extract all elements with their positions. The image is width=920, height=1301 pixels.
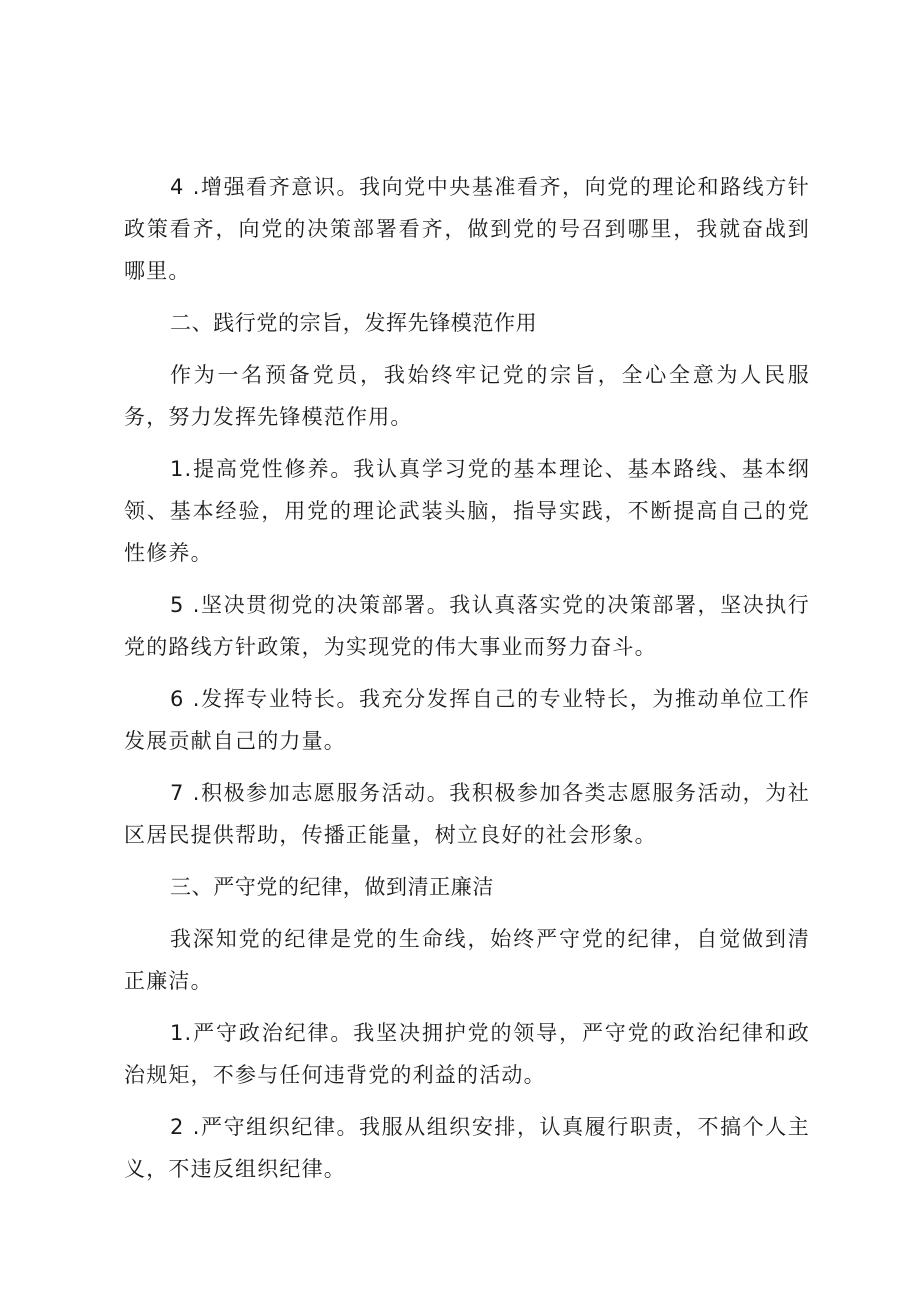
- item-paragraph: 4 .增强看齐意识。我向党中央基准看齐，向党的理论和路线方针政策看齐，向党的决策部署看齐，做到党的号召到哪里，我就奋战到哪里。: [124, 175, 810, 283]
- document-body: [124, 166, 810, 1200]
- item-paragraph: 5 .坚决贯彻党的决策部署。我认真落实党的决策部署，坚决执行党的路线方针政策，为实现党的伟大事业而努力奋斗。: [124, 593, 810, 659]
- body-paragraph: 我深知党的纪律是党的生命线，始终严守党的纪律，自觉做到清正廉洁。: [124, 927, 810, 993]
- item-paragraph: 1.提高党性修养。我认真学习党的基本理论、基本路线、基本纲领、基本经验，用党的理论武装头脑，指导实践，不断提高自己的党性修养。: [124, 457, 810, 565]
- item-paragraph: 1.严守政治纪律。我坚决拥护党的领导，严守党的政治纪律和政治规矩，不参与任何违背党的利益的活动。: [124, 1021, 810, 1087]
- item-paragraph: 7 .积极参加志愿服务活动。我积极参加各类志愿服务活动，为社区居民提供帮助，传播正能量，树立良好的社会形象。: [124, 781, 810, 847]
- section-heading: 二、践行党的宗旨，发挥先锋模范作用: [170, 311, 538, 335]
- body-paragraph: 作为一名预备党员，我始终牢记党的宗旨，全心全意为人民服务，努力发挥先锋模范作用。: [124, 363, 810, 429]
- item-paragraph: 2 .严守组织纪律。我服从组织安排，认真履行职责，不搞个人主义，不违反组织纪律。: [124, 1115, 810, 1181]
- item-paragraph: 6 .发挥专业特长。我充分发挥自己的专业特长，为推动单位工作发展贡献自己的力量。: [124, 687, 810, 753]
- section-heading: 三、严守党的纪律，做到清正廉洁: [170, 875, 494, 899]
